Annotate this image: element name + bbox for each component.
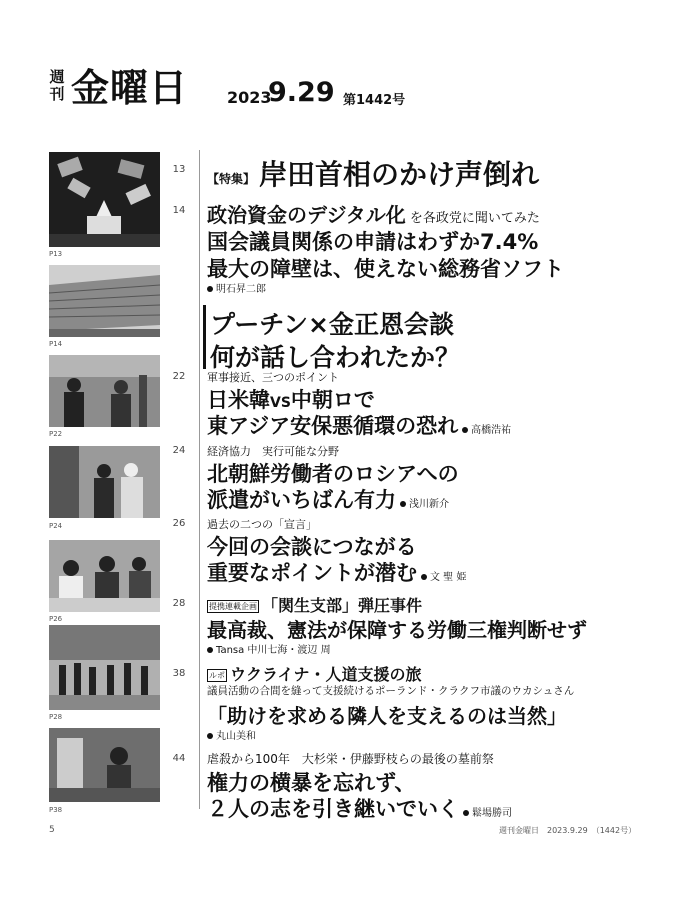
byline: 丸山美和 (207, 727, 256, 742)
headline-part: 中朝ロで (290, 388, 375, 412)
headline: 岸田首相のかけ声倒れ (259, 158, 540, 191)
kicker: 虐殺から100年 大杉栄・伊藤野枝らの最後の墓前祭 (207, 752, 494, 766)
headline: 政治資金のデジタル化 (207, 203, 406, 227)
page-number: 38 (172, 668, 186, 679)
photo-caption: P22 (49, 430, 63, 438)
photo-p28 (49, 625, 160, 710)
photo-caption: P26 (49, 615, 63, 623)
article-24-line2: 派遣がいちばん有力 浅川新介 (207, 488, 449, 512)
byline: 明石昇二郎 (207, 280, 266, 295)
headline-vs: VS (270, 395, 291, 411)
byline: Tansa 中川七海・渡辺 周 (207, 641, 331, 656)
page-number: 44 (172, 753, 186, 764)
photo-caption: P13 (49, 250, 63, 258)
kicker: 過去の二つの「宣言」 (207, 518, 317, 531)
page-number: 24 (172, 445, 186, 456)
masthead-date: 9.29 (268, 77, 335, 108)
article-28-kicker: 提携連載企画 「関生支部」弾圧事件 (209, 596, 423, 615)
article-44-line2: ２人の志を引き継いでいく 鬆場勝司 (207, 797, 512, 821)
article-38-kicker: ルポ ウクライナ・人道支援の旅 (209, 665, 422, 684)
masthead-year: 2023 (227, 88, 272, 107)
article-digital-funds[interactable] (207, 199, 540, 228)
headline[interactable]: 今回の会談につながる (207, 535, 417, 559)
subheadline: 国会議員関係の申請はわずか7.4% (207, 230, 539, 254)
photo-p26 (49, 540, 160, 612)
headline-part: 日米韓 (207, 388, 270, 412)
page-number: 26 (172, 518, 186, 529)
photo-p24 (49, 446, 160, 518)
kicker: 経済協力 実行可能な分野 (207, 445, 339, 458)
feature-tag: 【特集】 (207, 172, 256, 186)
subheadline: 最大の障壁は、使えない総務省ソフト (207, 257, 564, 281)
page-number: 22 (172, 371, 186, 382)
photo-p14 (49, 265, 160, 337)
kicker: 軍事接近、三つのポイント (207, 371, 339, 384)
headline[interactable]: 「助けを求める隣人を支えるのは当然」 (207, 704, 567, 728)
page-number: 28 (172, 598, 186, 609)
headline[interactable]: 北朝鮮労働者のロシアへの (207, 462, 459, 486)
subhead: 議員活動の合間を縫って支援続けるポーランド・クラクフ市議のウカシュさん (207, 685, 575, 697)
photo-p13 (49, 152, 160, 247)
photo-p22 (49, 355, 160, 427)
article-feature[interactable] (207, 153, 539, 193)
photo-p38 (49, 728, 160, 802)
masthead-small: 週刊 (49, 68, 65, 103)
page-number: 13 (172, 164, 186, 175)
article-26-line2: 重要なポイントが潜む 文 聖 姫 (207, 561, 467, 585)
page-number: 14 (172, 205, 186, 216)
footer-page-number: 5 (49, 825, 55, 835)
headline-sub: を各政党に聞いてみた (409, 211, 540, 226)
headline[interactable]: 権力の横暴を忘れず、 (207, 771, 416, 795)
photo-caption: P14 (49, 340, 63, 348)
masthead-title: 金曜日 (71, 66, 189, 110)
article-22-line2: 東アジア安保悪循環の恐れ 高橋浩祐 (207, 414, 512, 438)
section-bar (203, 305, 206, 369)
photo-caption: P38 (49, 806, 63, 814)
footer-issue: 週刊金曜日 2023.9.29 （1442号） (499, 826, 637, 835)
photo-caption: P28 (49, 713, 63, 721)
section-headline: プーチン×金正恩会談 (210, 310, 454, 339)
headline[interactable]: 最高裁、憲法が保障する労働三権判断せず (207, 618, 587, 642)
column-divider (199, 150, 200, 809)
section-headline: 何が話し合われたか？ (210, 343, 461, 372)
masthead-issue: 第1442号 (343, 93, 406, 108)
photo-caption: P24 (49, 522, 63, 530)
